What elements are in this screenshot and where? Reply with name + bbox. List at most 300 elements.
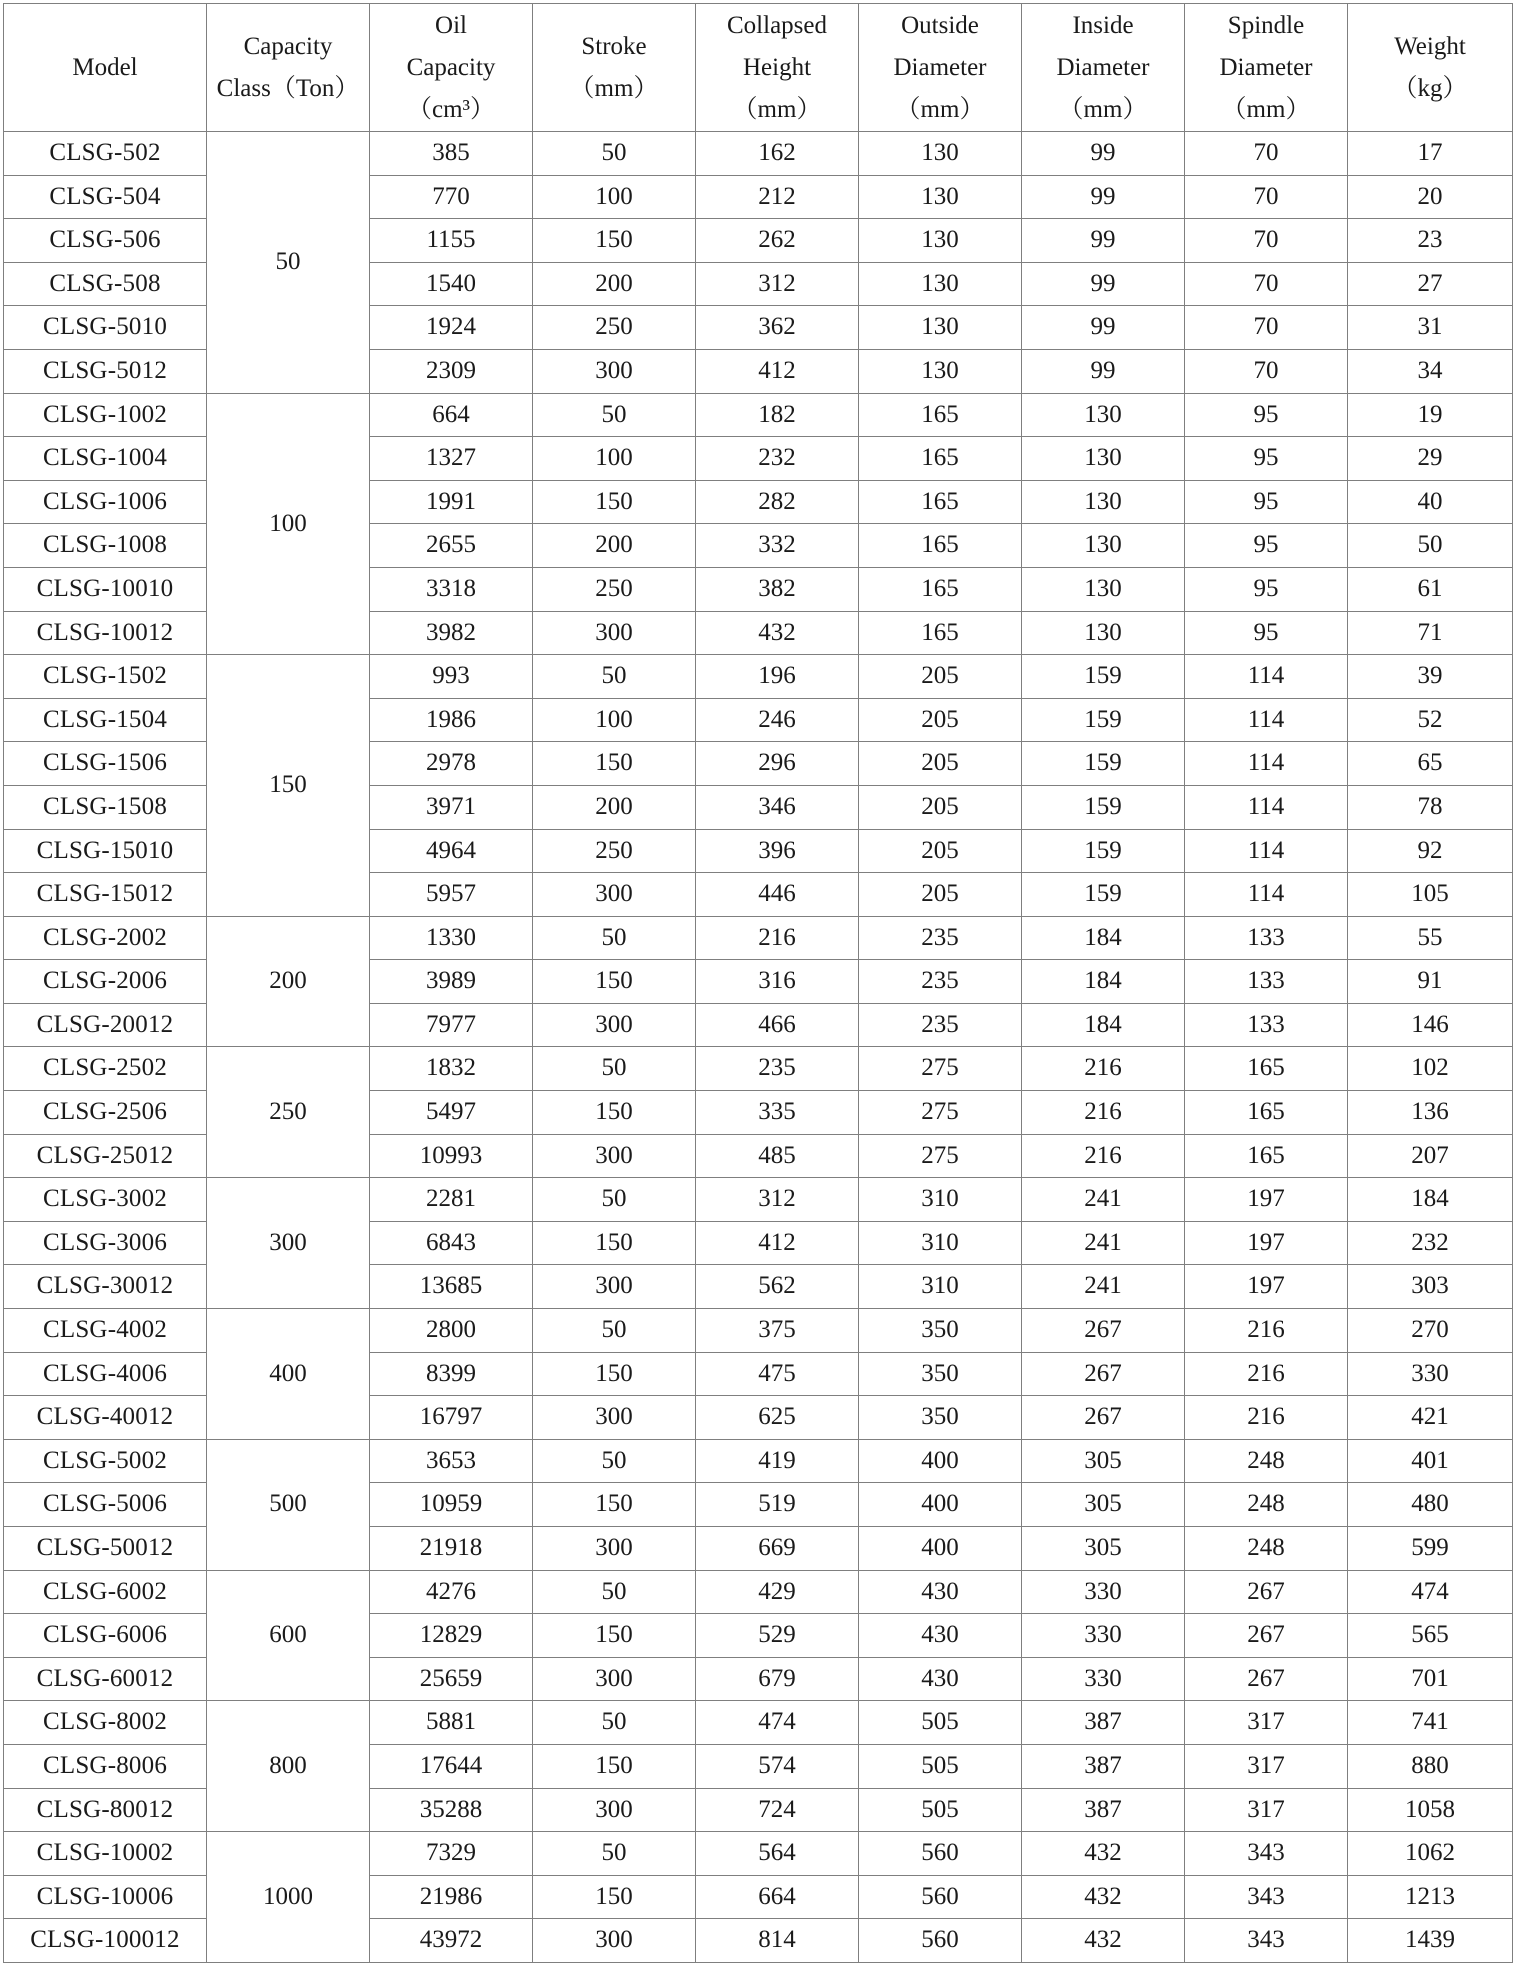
cell-oil-capacity: 6843 [370, 1221, 533, 1265]
cell-weight: 71 [1348, 611, 1513, 655]
cell-collapsed-height: 625 [696, 1396, 859, 1440]
cell-weight: 34 [1348, 349, 1513, 393]
column-header-capacity-class [207, 4, 370, 132]
cell-capacity-class: 1000 [207, 1832, 370, 1963]
cell-oil-capacity: 5881 [370, 1701, 533, 1745]
cell-stroke: 100 [533, 175, 696, 219]
cell-collapsed-height: 235 [696, 1047, 859, 1091]
cell-oil-capacity: 1991 [370, 480, 533, 524]
cell-weight: 480 [1348, 1483, 1513, 1527]
cell-inside-diameter: 432 [1022, 1919, 1185, 1963]
column-header-spindle-diameter [1185, 4, 1348, 132]
cell-collapsed-height: 375 [696, 1309, 859, 1353]
cell-stroke: 150 [533, 1483, 696, 1527]
cell-inside-diameter: 184 [1022, 1003, 1185, 1047]
cell-stroke: 300 [533, 1003, 696, 1047]
cell-outside-diameter: 505 [859, 1701, 1022, 1745]
cell-stroke: 50 [533, 1832, 696, 1876]
cell-inside-diameter: 184 [1022, 960, 1185, 1004]
cell-inside-diameter: 99 [1022, 306, 1185, 350]
cell-collapsed-height: 246 [696, 698, 859, 742]
cell-weight: 55 [1348, 916, 1513, 960]
column-header-line: Height [742, 53, 812, 81]
cell-collapsed-height: 419 [696, 1439, 859, 1483]
cell-weight: 184 [1348, 1178, 1513, 1222]
cell-oil-capacity: 2655 [370, 524, 533, 568]
cell-inside-diameter: 159 [1022, 785, 1185, 829]
table-row [4, 916, 1513, 960]
cell-oil-capacity: 16797 [370, 1396, 533, 1440]
cell-oil-capacity: 1832 [370, 1047, 533, 1091]
cell-spindle-diameter: 95 [1185, 611, 1348, 655]
cell-oil-capacity: 21918 [370, 1527, 533, 1571]
cell-model: CLSG-2502 [4, 1047, 207, 1091]
spec-table [3, 3, 1513, 1963]
cell-oil-capacity: 664 [370, 393, 533, 437]
cell-model: CLSG-10010 [4, 567, 207, 611]
cell-collapsed-height: 664 [696, 1875, 859, 1919]
cell-spindle-diameter: 317 [1185, 1788, 1348, 1832]
cell-outside-diameter: 505 [859, 1788, 1022, 1832]
cell-model: CLSG-4006 [4, 1352, 207, 1396]
cell-inside-diameter: 432 [1022, 1832, 1185, 1876]
column-header-line: Model [72, 53, 138, 81]
cell-stroke: 300 [533, 1919, 696, 1963]
cell-oil-capacity: 3982 [370, 611, 533, 655]
cell-spindle-diameter: 70 [1185, 175, 1348, 219]
table-row [4, 1047, 1513, 1091]
cell-stroke: 250 [533, 306, 696, 350]
cell-inside-diameter: 267 [1022, 1352, 1185, 1396]
cell-inside-diameter: 130 [1022, 393, 1185, 437]
cell-stroke: 150 [533, 1221, 696, 1265]
cell-outside-diameter: 430 [859, 1657, 1022, 1701]
cell-oil-capacity: 13685 [370, 1265, 533, 1309]
cell-stroke: 200 [533, 524, 696, 568]
cell-outside-diameter: 400 [859, 1483, 1022, 1527]
cell-capacity-class: 50 [207, 132, 370, 394]
cell-collapsed-height: 814 [696, 1919, 859, 1963]
cell-inside-diameter: 330 [1022, 1570, 1185, 1614]
cell-weight: 1058 [1348, 1788, 1513, 1832]
cell-model: CLSG-502 [4, 132, 207, 176]
cell-stroke: 150 [533, 1614, 696, 1658]
cell-collapsed-height: 475 [696, 1352, 859, 1396]
cell-oil-capacity: 7977 [370, 1003, 533, 1047]
cell-collapsed-height: 529 [696, 1614, 859, 1658]
cell-outside-diameter: 275 [859, 1134, 1022, 1178]
cell-inside-diameter: 159 [1022, 742, 1185, 786]
cell-model: CLSG-1004 [4, 437, 207, 481]
cell-weight: 91 [1348, 960, 1513, 1004]
column-header-line: Stroke [581, 32, 647, 60]
cell-outside-diameter: 400 [859, 1439, 1022, 1483]
cell-outside-diameter: 310 [859, 1221, 1022, 1265]
cell-oil-capacity: 3318 [370, 567, 533, 611]
cell-outside-diameter: 560 [859, 1875, 1022, 1919]
cell-weight: 39 [1348, 655, 1513, 699]
cell-collapsed-height: 724 [696, 1788, 859, 1832]
cell-inside-diameter: 130 [1022, 524, 1185, 568]
cell-model: CLSG-1002 [4, 393, 207, 437]
cell-model: CLSG-8006 [4, 1744, 207, 1788]
cell-weight: 27 [1348, 262, 1513, 306]
cell-model: CLSG-3006 [4, 1221, 207, 1265]
cell-outside-diameter: 275 [859, 1091, 1022, 1135]
cell-oil-capacity: 5497 [370, 1091, 533, 1135]
cell-inside-diameter: 241 [1022, 1221, 1185, 1265]
cell-spindle-diameter: 114 [1185, 698, 1348, 742]
cell-model: CLSG-3002 [4, 1178, 207, 1222]
column-header-line: Class（Ton） [216, 74, 360, 102]
cell-oil-capacity: 5957 [370, 873, 533, 917]
cell-inside-diameter: 99 [1022, 219, 1185, 263]
cell-spindle-diameter: 114 [1185, 873, 1348, 917]
cell-stroke: 100 [533, 437, 696, 481]
cell-spindle-diameter: 248 [1185, 1439, 1348, 1483]
cell-oil-capacity: 2281 [370, 1178, 533, 1222]
cell-outside-diameter: 205 [859, 873, 1022, 917]
cell-weight: 50 [1348, 524, 1513, 568]
cell-inside-diameter: 99 [1022, 262, 1185, 306]
cell-spindle-diameter: 197 [1185, 1221, 1348, 1265]
column-header-weight [1348, 4, 1513, 132]
cell-inside-diameter: 184 [1022, 916, 1185, 960]
cell-stroke: 300 [533, 1657, 696, 1701]
cell-inside-diameter: 267 [1022, 1396, 1185, 1440]
cell-spindle-diameter: 248 [1185, 1527, 1348, 1571]
cell-outside-diameter: 165 [859, 480, 1022, 524]
cell-oil-capacity: 2309 [370, 349, 533, 393]
column-header-line: Inside [1072, 11, 1134, 39]
cell-outside-diameter: 165 [859, 567, 1022, 611]
cell-outside-diameter: 165 [859, 393, 1022, 437]
cell-model: CLSG-60012 [4, 1657, 207, 1701]
column-header-line: （mm） [1058, 95, 1148, 123]
cell-inside-diameter: 330 [1022, 1614, 1185, 1658]
table-row [4, 1570, 1513, 1614]
column-header-line: Collapsed [727, 11, 827, 39]
cell-outside-diameter: 560 [859, 1919, 1022, 1963]
cell-stroke: 300 [533, 1396, 696, 1440]
cell-outside-diameter: 130 [859, 132, 1022, 176]
cell-oil-capacity: 10959 [370, 1483, 533, 1527]
cell-spindle-diameter: 70 [1185, 219, 1348, 263]
cell-model: CLSG-506 [4, 219, 207, 263]
cell-collapsed-height: 262 [696, 219, 859, 263]
column-header-line: Outside [901, 11, 979, 39]
cell-inside-diameter: 159 [1022, 873, 1185, 917]
cell-weight: 701 [1348, 1657, 1513, 1701]
column-header-line: Capacity [243, 32, 333, 60]
cell-spindle-diameter: 133 [1185, 960, 1348, 1004]
column-header-line: Capacity [406, 53, 496, 81]
cell-model: CLSG-30012 [4, 1265, 207, 1309]
cell-oil-capacity: 21986 [370, 1875, 533, 1919]
cell-inside-diameter: 387 [1022, 1744, 1185, 1788]
cell-inside-diameter: 241 [1022, 1178, 1185, 1222]
cell-stroke: 50 [533, 655, 696, 699]
cell-weight: 207 [1348, 1134, 1513, 1178]
cell-capacity-class: 150 [207, 655, 370, 917]
cell-inside-diameter: 330 [1022, 1657, 1185, 1701]
cell-outside-diameter: 205 [859, 698, 1022, 742]
cell-outside-diameter: 505 [859, 1744, 1022, 1788]
table-row [4, 1701, 1513, 1745]
cell-stroke: 150 [533, 1352, 696, 1396]
cell-capacity-class: 800 [207, 1701, 370, 1832]
cell-capacity-class: 500 [207, 1439, 370, 1570]
cell-stroke: 300 [533, 873, 696, 917]
cell-outside-diameter: 235 [859, 960, 1022, 1004]
table-row [4, 655, 1513, 699]
cell-stroke: 50 [533, 1570, 696, 1614]
cell-collapsed-height: 216 [696, 916, 859, 960]
table-row [4, 1439, 1513, 1483]
cell-spindle-diameter: 165 [1185, 1047, 1348, 1091]
cell-inside-diameter: 99 [1022, 349, 1185, 393]
cell-collapsed-height: 316 [696, 960, 859, 1004]
cell-inside-diameter: 159 [1022, 655, 1185, 699]
cell-model: CLSG-40012 [4, 1396, 207, 1440]
cell-weight: 20 [1348, 175, 1513, 219]
cell-spindle-diameter: 114 [1185, 829, 1348, 873]
cell-model: CLSG-5012 [4, 349, 207, 393]
cell-spindle-diameter: 197 [1185, 1178, 1348, 1222]
cell-collapsed-height: 335 [696, 1091, 859, 1135]
cell-collapsed-height: 312 [696, 262, 859, 306]
cell-model: CLSG-504 [4, 175, 207, 219]
table-row [4, 1309, 1513, 1353]
cell-weight: 401 [1348, 1439, 1513, 1483]
cell-weight: 1439 [1348, 1919, 1513, 1963]
cell-oil-capacity: 43972 [370, 1919, 533, 1963]
cell-oil-capacity: 1924 [370, 306, 533, 350]
cell-spindle-diameter: 133 [1185, 916, 1348, 960]
cell-collapsed-height: 212 [696, 175, 859, 219]
cell-weight: 52 [1348, 698, 1513, 742]
cell-model: CLSG-8002 [4, 1701, 207, 1745]
cell-outside-diameter: 400 [859, 1527, 1022, 1571]
cell-oil-capacity: 993 [370, 655, 533, 699]
cell-inside-diameter: 387 [1022, 1701, 1185, 1745]
cell-stroke: 50 [533, 1309, 696, 1353]
cell-collapsed-height: 282 [696, 480, 859, 524]
cell-weight: 29 [1348, 437, 1513, 481]
cell-spindle-diameter: 95 [1185, 524, 1348, 568]
column-header-outside-diameter [859, 4, 1022, 132]
cell-spindle-diameter: 70 [1185, 349, 1348, 393]
cell-model: CLSG-1506 [4, 742, 207, 786]
cell-inside-diameter: 99 [1022, 175, 1185, 219]
cell-oil-capacity: 12829 [370, 1614, 533, 1658]
cell-oil-capacity: 4964 [370, 829, 533, 873]
cell-model: CLSG-2002 [4, 916, 207, 960]
cell-oil-capacity: 385 [370, 132, 533, 176]
cell-weight: 1062 [1348, 1832, 1513, 1876]
column-header-oil-capacity [370, 4, 533, 132]
cell-weight: 146 [1348, 1003, 1513, 1047]
cell-oil-capacity: 7329 [370, 1832, 533, 1876]
cell-inside-diameter: 130 [1022, 611, 1185, 655]
cell-outside-diameter: 430 [859, 1614, 1022, 1658]
cell-inside-diameter: 216 [1022, 1047, 1185, 1091]
cell-stroke: 300 [533, 611, 696, 655]
cell-outside-diameter: 130 [859, 175, 1022, 219]
cell-model: CLSG-5010 [4, 306, 207, 350]
cell-outside-diameter: 205 [859, 742, 1022, 786]
column-header-stroke [533, 4, 696, 132]
cell-outside-diameter: 235 [859, 1003, 1022, 1047]
cell-inside-diameter: 387 [1022, 1788, 1185, 1832]
column-header-inside-diameter [1022, 4, 1185, 132]
cell-spindle-diameter: 114 [1185, 785, 1348, 829]
cell-weight: 23 [1348, 219, 1513, 263]
column-header-line: （mm） [569, 74, 659, 102]
cell-weight: 1213 [1348, 1875, 1513, 1919]
cell-model: CLSG-2006 [4, 960, 207, 1004]
cell-collapsed-height: 519 [696, 1483, 859, 1527]
cell-oil-capacity: 1327 [370, 437, 533, 481]
cell-capacity-class: 100 [207, 393, 370, 655]
header-row [4, 4, 1513, 132]
cell-spindle-diameter: 70 [1185, 306, 1348, 350]
cell-model: CLSG-15012 [4, 873, 207, 917]
cell-model: CLSG-50012 [4, 1527, 207, 1571]
cell-model: CLSG-10012 [4, 611, 207, 655]
table-row [4, 1178, 1513, 1222]
cell-weight: 17 [1348, 132, 1513, 176]
cell-spindle-diameter: 267 [1185, 1657, 1348, 1701]
cell-oil-capacity: 1986 [370, 698, 533, 742]
cell-inside-diameter: 99 [1022, 132, 1185, 176]
cell-weight: 270 [1348, 1309, 1513, 1353]
cell-weight: 421 [1348, 1396, 1513, 1440]
cell-oil-capacity: 2800 [370, 1309, 533, 1353]
cell-outside-diameter: 275 [859, 1047, 1022, 1091]
column-header-line: Diameter [1219, 53, 1313, 81]
cell-stroke: 50 [533, 1701, 696, 1745]
cell-model: CLSG-5006 [4, 1483, 207, 1527]
column-header-line: Diameter [893, 53, 987, 81]
cell-stroke: 150 [533, 1875, 696, 1919]
cell-collapsed-height: 412 [696, 349, 859, 393]
cell-inside-diameter: 159 [1022, 829, 1185, 873]
cell-weight: 105 [1348, 873, 1513, 917]
cell-collapsed-height: 466 [696, 1003, 859, 1047]
cell-spindle-diameter: 165 [1185, 1091, 1348, 1135]
column-header-line: Spindle [1227, 11, 1305, 39]
cell-oil-capacity: 1540 [370, 262, 533, 306]
cell-model: CLSG-1504 [4, 698, 207, 742]
cell-collapsed-height: 485 [696, 1134, 859, 1178]
cell-weight: 78 [1348, 785, 1513, 829]
cell-outside-diameter: 350 [859, 1396, 1022, 1440]
cell-oil-capacity: 10993 [370, 1134, 533, 1178]
cell-spindle-diameter: 216 [1185, 1352, 1348, 1396]
cell-collapsed-height: 382 [696, 567, 859, 611]
cell-stroke: 50 [533, 1439, 696, 1483]
cell-model: CLSG-10002 [4, 1832, 207, 1876]
column-header-line: （cm³） [406, 95, 496, 123]
cell-collapsed-height: 396 [696, 829, 859, 873]
cell-outside-diameter: 165 [859, 524, 1022, 568]
cell-collapsed-height: 232 [696, 437, 859, 481]
column-header-line: Weight [1394, 32, 1466, 60]
cell-outside-diameter: 205 [859, 655, 1022, 699]
cell-stroke: 150 [533, 1744, 696, 1788]
cell-capacity-class: 600 [207, 1570, 370, 1701]
cell-outside-diameter: 430 [859, 1570, 1022, 1614]
cell-inside-diameter: 216 [1022, 1134, 1185, 1178]
cell-spindle-diameter: 95 [1185, 567, 1348, 611]
cell-stroke: 50 [533, 1178, 696, 1222]
column-header-line: Oil [435, 11, 467, 39]
cell-oil-capacity: 8399 [370, 1352, 533, 1396]
cell-model: CLSG-2506 [4, 1091, 207, 1135]
cell-outside-diameter: 130 [859, 219, 1022, 263]
cell-spindle-diameter: 95 [1185, 437, 1348, 481]
cell-outside-diameter: 130 [859, 262, 1022, 306]
cell-weight: 330 [1348, 1352, 1513, 1396]
cell-stroke: 300 [533, 1265, 696, 1309]
cell-stroke: 300 [533, 1788, 696, 1832]
cell-model: CLSG-1008 [4, 524, 207, 568]
cell-oil-capacity: 4276 [370, 1570, 533, 1614]
cell-inside-diameter: 432 [1022, 1875, 1185, 1919]
cell-weight: 741 [1348, 1701, 1513, 1745]
cell-collapsed-height: 362 [696, 306, 859, 350]
cell-stroke: 300 [533, 1134, 696, 1178]
cell-spindle-diameter: 343 [1185, 1919, 1348, 1963]
cell-outside-diameter: 130 [859, 306, 1022, 350]
cell-weight: 31 [1348, 306, 1513, 350]
cell-collapsed-height: 162 [696, 132, 859, 176]
cell-stroke: 150 [533, 1091, 696, 1135]
table-row [4, 1832, 1513, 1876]
cell-oil-capacity: 25659 [370, 1657, 533, 1701]
cell-weight: 303 [1348, 1265, 1513, 1309]
cell-spindle-diameter: 114 [1185, 655, 1348, 699]
table-row [4, 393, 1513, 437]
cell-outside-diameter: 560 [859, 1832, 1022, 1876]
cell-collapsed-height: 574 [696, 1744, 859, 1788]
cell-inside-diameter: 130 [1022, 437, 1185, 481]
cell-spindle-diameter: 317 [1185, 1744, 1348, 1788]
cell-collapsed-height: 296 [696, 742, 859, 786]
cell-oil-capacity: 770 [370, 175, 533, 219]
cell-stroke: 150 [533, 480, 696, 524]
cell-collapsed-height: 312 [696, 1178, 859, 1222]
cell-stroke: 50 [533, 132, 696, 176]
table-row [4, 132, 1513, 176]
column-header-line: （mm） [732, 95, 822, 123]
cell-weight: 565 [1348, 1614, 1513, 1658]
column-header-line: （mm） [895, 95, 985, 123]
cell-weight: 102 [1348, 1047, 1513, 1091]
cell-weight: 232 [1348, 1221, 1513, 1265]
column-header-model [4, 4, 207, 132]
cell-weight: 474 [1348, 1570, 1513, 1614]
cell-spindle-diameter: 216 [1185, 1396, 1348, 1440]
cell-outside-diameter: 165 [859, 437, 1022, 481]
cell-oil-capacity: 3971 [370, 785, 533, 829]
cell-weight: 61 [1348, 567, 1513, 611]
cell-spindle-diameter: 70 [1185, 262, 1348, 306]
cell-inside-diameter: 159 [1022, 698, 1185, 742]
cell-model: CLSG-6006 [4, 1614, 207, 1658]
cell-inside-diameter: 305 [1022, 1483, 1185, 1527]
